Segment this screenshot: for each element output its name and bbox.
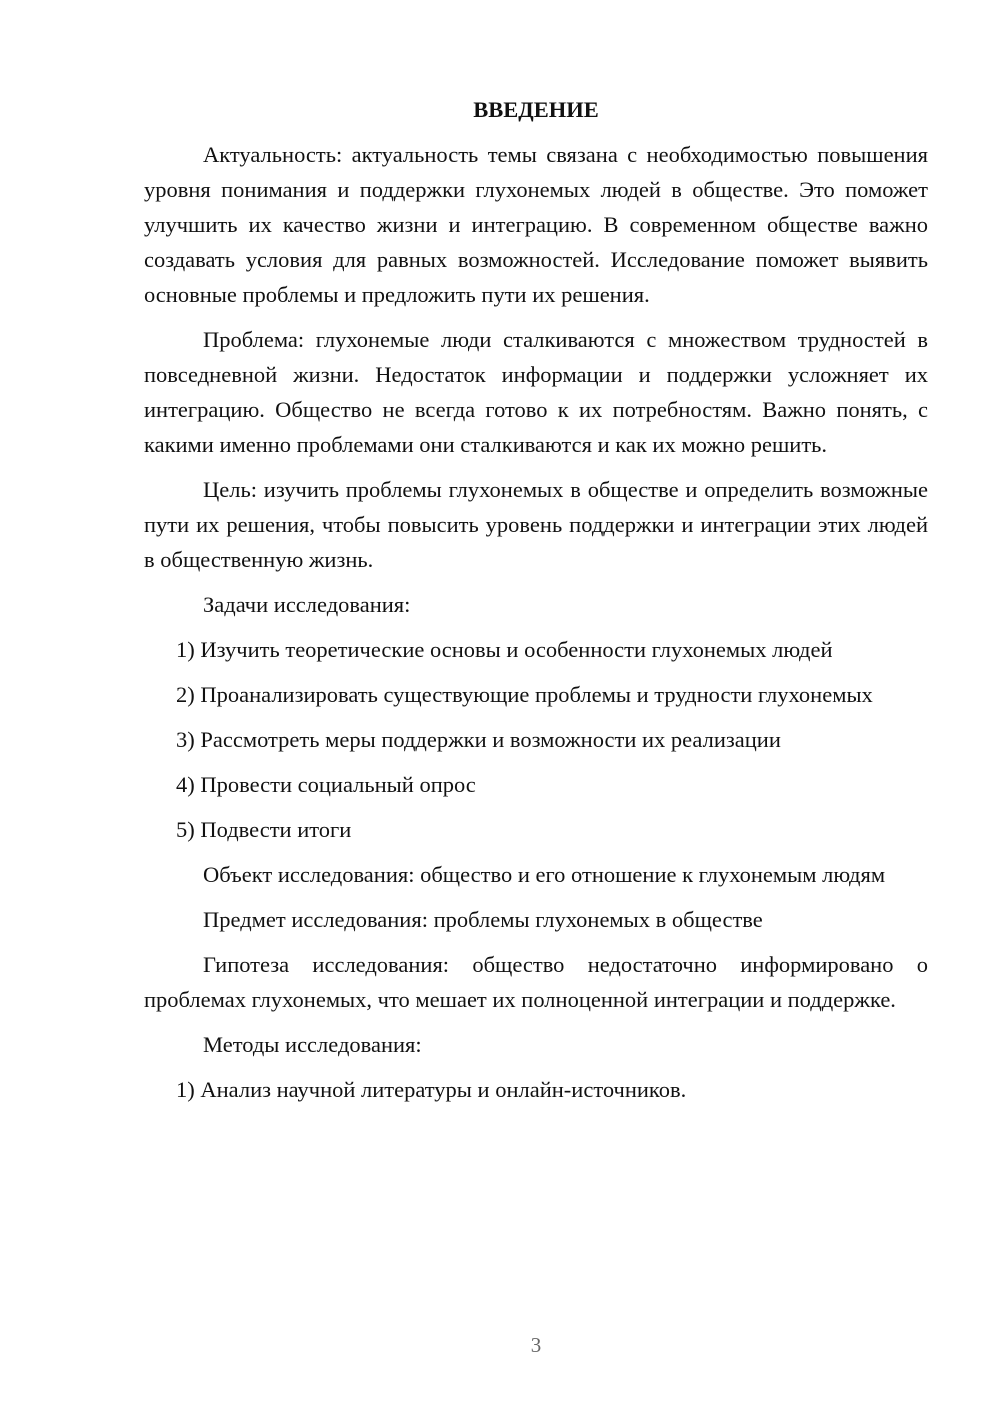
- tasks-heading: Задачи исследования:: [203, 592, 411, 617]
- task-item-2: 2) Проанализировать существующие проблемы и трудности глухонемых: [176, 682, 873, 707]
- relevance-paragraph: Актуальность: актуальность темы связана с необходимостью повышения уровня понимания и поддержки глухонемых людей в обществе. Это поможет улучшить их качество жизни и интеграцию. В современном обществе важно создавать условия для равных возможностей. Исследование поможет выявить основные проблемы и предложить пути их решения.: [144, 142, 928, 307]
- method-item-1: 1) Анализ научной литературы и онлайн-источников.: [176, 1077, 687, 1102]
- goal-paragraph: Цель: изучить проблемы глухонемых в обществе и определить возможные пути их решения, чтобы повысить уровень поддержки и интеграции этих людей в общественную жизнь.: [144, 477, 928, 572]
- page-body: [144, 95, 928, 1117]
- page-number: 3: [530, 1333, 542, 1357]
- hypothesis-paragraph: Гипотеза исследования: общество недостаточно информировано о проблемах глухонемых, что мешает их полноценной интеграции и поддержке.: [144, 952, 928, 1012]
- methods-heading: Методы исследования:: [203, 1032, 422, 1057]
- subject-paragraph: Предмет исследования: проблемы глухонемых в обществе: [203, 907, 763, 932]
- task-item-1: 1) Изучить теоретические основы и особенности глухонемых людей: [176, 637, 833, 662]
- task-item-5: 5) Подвести итоги: [176, 817, 352, 842]
- object-paragraph: Объект исследования: общество и его отношение к глухонемым людям: [203, 862, 886, 887]
- task-item-4: 4) Провести социальный опрос: [176, 772, 476, 797]
- task-item-3: 3) Рассмотреть меры поддержки и возможности их реализации: [176, 727, 781, 752]
- problem-paragraph: Проблема: глухонемые люди сталкиваются с множеством трудностей в повседневной жизни. Недостаток информации и поддержки усложняет их интеграцию. Общество не всегда готово к их потребностям. Важно понять, с какими именно проблемами они сталкиваются и как их можно решить.: [144, 327, 928, 457]
- page-title: ВВЕДЕНИЕ: [473, 97, 599, 122]
